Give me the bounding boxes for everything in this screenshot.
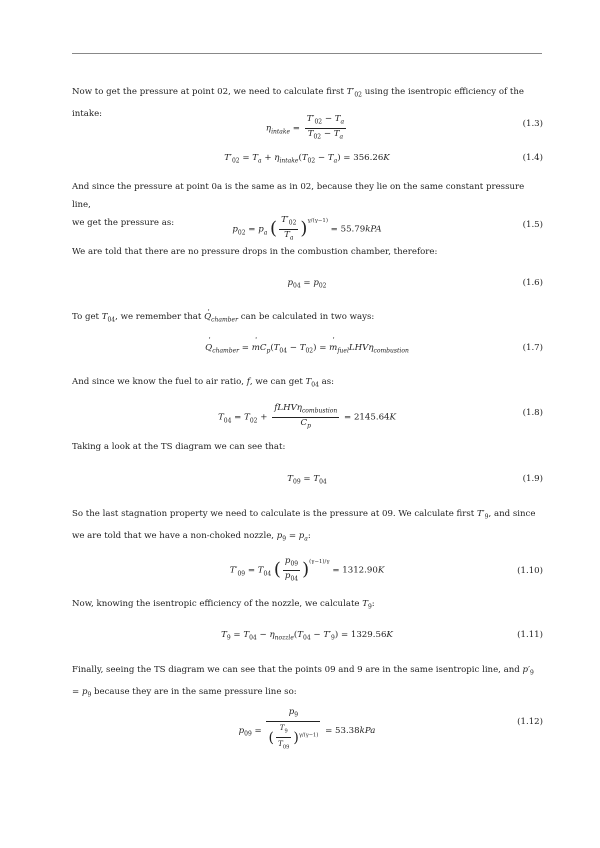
paragraph-fuel-air-ratio: And since we know the fuel to air ratio, f, we can get $T_{04}$ as: <box>72 377 335 389</box>
fraction: $\frac{p_{09}}{p_{04}}$ <box>284 556 299 583</box>
equation-number: (1.9) <box>522 474 543 484</box>
equation-1-3: $\eta_{intake}$ = $\frac{T'_{02} - T_a}{T_{02} - T_a}$ <box>265 114 345 141</box>
equation-1-6: $p_{04} = p_{02}$ <box>287 278 327 290</box>
equation-1-5: $p_{02} = p_a$ ( $\frac{T'_{02}}{T_a}$ )$^{\gamma/(\gamma-1)}$ = 55.79kPA <box>232 215 382 242</box>
equation-1-9: $T_{09} = T_{04}$ <box>287 474 327 486</box>
fraction: $\frac{T'_{02} - T_a}{T_{02} - T_a}$ <box>306 114 345 141</box>
paragraph-last-stagnation: So the last stagnation property we need to calculate is the pressure at 09. We calculate first $T'_9$, and since we are told that we have a non-choked nozzle, $p_9 = p_a$: <box>72 509 536 543</box>
header-rule <box>72 53 542 54</box>
equation-number: (1.8) <box>522 408 543 418</box>
paragraph-ts-diagram: Taking a look at the TS diagram we can see that: <box>72 442 286 452</box>
paragraph-no-pressure-drops: We are told that there are no pressure drops in the combustion chamber, therefore: <box>72 247 438 257</box>
equation-number: (1.11) <box>517 630 543 640</box>
paragraph-get-t04: To get $T_{04}$, we remember that Q $˙_{chamber}$ can be calculated in two ways: <box>72 308 542 330</box>
equation-1-4: $T'_{02} = T_a + \eta_{intake}(T_{02} - T_a) = 356.26K$ <box>224 153 390 165</box>
fraction: $p_9$ ( $\frac{T_9}{T_{09}}$ )$^{\gamma/(\gamma-1)}$ <box>268 707 319 751</box>
equation-number: (1.5) <box>522 220 543 230</box>
equation-1-8: $T_{04} = T_{02}$ + $\frac{fLHV\eta_{combustion}}{C_p}$ = 2145.64K <box>218 403 396 430</box>
paragraph-isentropic-line: Finally, seeing the TS diagram we can see that the points 09 and 9 are in the same isentropic line, and $p'_9$ = $p_9$ because they are in the same pressure line so: <box>72 665 534 699</box>
equation-1-10: $T'_{09} = T_{04}$ ( $\frac{p_{09}}{p_{04}}$ )$^{(\gamma-1)/\gamma}$ = 1312.90K <box>229 556 385 583</box>
equation-number: (1.10) <box>517 566 543 576</box>
equation-number: (1.6) <box>522 278 543 288</box>
equation-number: (1.4) <box>522 153 543 163</box>
equation-number: (1.12) <box>517 717 543 727</box>
equation-1-12: $p_{09}$ = $p_9$ ( $\frac{T_9}{T_{09}}$ )$^{\gamma/(\gamma-1)}$ = 53.38kPa <box>72 707 542 754</box>
equation-1-11: $T_9 = T_{04} - \eta_{nozzle}(T_{04} - T'_9) = 1329.56K$ <box>221 630 393 642</box>
equation-1-7: Q $˙_{chamber} = m$ $˙C_p(T_{04} - T_{02}) = m$ $˙_{fuel}LHV\eta_{combustion}$ <box>72 343 542 355</box>
fraction: $\frac{T'_{02}}{T_a}$ <box>281 215 297 242</box>
paragraph-nozzle-efficiency: Now, knowing the isentropic efficiency of the nozzle, we calculate $T_9$: <box>72 599 375 611</box>
fraction: $\frac{fLHV\eta_{combustion}}{C_p}$ <box>274 403 338 430</box>
equation-number: (1.7) <box>522 343 543 353</box>
paragraph-intake: Now to get the pressure at point 02, we need to calculate first $T'_{02}$ using the isentropic efficiency of the intake: <box>72 87 524 119</box>
equation-number: (1.3) <box>522 119 543 129</box>
paragraph-pressure-0a: And since the pressure at point 0a is the same as in 02, because they lie on the same constant pressure line, we get the pressure as: <box>72 182 525 228</box>
